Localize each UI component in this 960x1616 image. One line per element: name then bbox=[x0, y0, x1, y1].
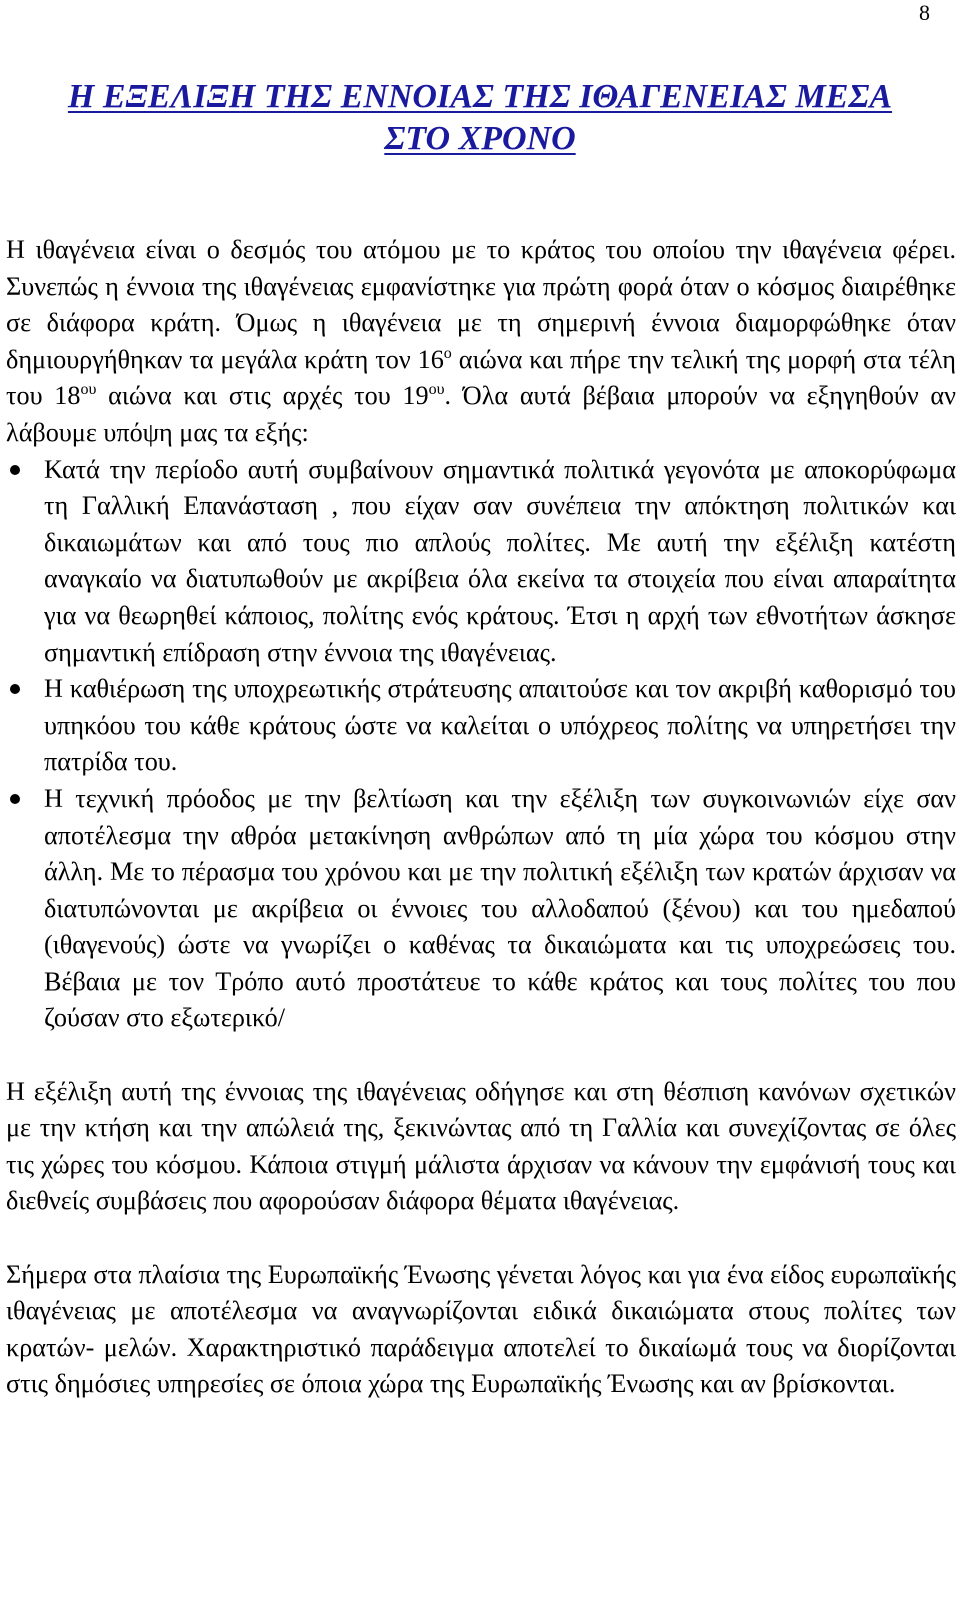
title-line-1: Η ΕΞΕΛΙΞΗ ΤΗΣ ΕΝΝΟΙΑΣ ΤΗΣ ΙΘΑΓΕΝΕΙΑΣ ΜΕΣΑ bbox=[67, 78, 893, 115]
intro-text-1: Η ιθαγένεια είναι ο δεσμός του ατόμου με το κράτος του οποίου την ιθαγένεια φέρει. Συνεπώς η έννοια της ιθαγένειας εμφανίστηκε για πρώτη φορά όταν ο κόσμος διαιρέθηκε σε διάφορα κράτη. Όμως η ιθαγένεια με τη σημερινή έννοια διαμορφώθηκε όταν δημιουργήθηκαν τα μεγάλα κράτη τον 16 bbox=[6, 235, 956, 374]
intro-text-2: αιώνα και πήρε την τελική της μορφή στα τέλη του 18 bbox=[6, 344, 957, 411]
paragraph-spacer bbox=[6, 1220, 956, 1257]
intro-paragraph bbox=[6, 232, 956, 452]
paragraph-spacer bbox=[6, 1037, 956, 1074]
bullet-item-technical-progress: Η τεχνική πρόοδος με την βελτίωση και την εξέλιξη των συγκοινωνιών είχε σαν αποτέλεσμα την αθρόα μετακίνηση ανθρώπων από τη μία χώρα του κόσμου στην άλλη. Με το πέρασμα του χρόνου και με την πολιτική εξέλιξη των κρατών άρχισαν να διατυπώνονται με ακρίβεια οι έννοιες του αλλοδαπού (ξένου) και του ημεδαπού (ιθαγενούς) ώστε να γνωρίζει ο καθένας τα δικαιώματα και τις υποχρεώσεις του. Βέβαια με τον Τρόπο αυτό προστάτευε το κάθε κράτος και τους πολίτες του που ζούσαν στο εξωτερικό/ bbox=[6, 781, 956, 1037]
paragraph-european-union: Σήμερα στα πλαίσια της Ευρωπαϊκής Ένωσης γένεται λόγος και για ένα είδος ευρωπαϊκής ιθαγένειας με αποτέλεσμα να αναγνωρίζονται ειδικά δικαιώματα στους πολίτες των κρατών- μελών. Χαρακτηριστικό παράδειγμα αποτελεί το δικαίωμά τους να διορίζονται στις δημόσιες υπηρεσίες σε όποια χώρα της Ευρωπαϊκής Ένωσης και αν βρίσκονται. bbox=[6, 1259, 956, 1399]
bullet-list bbox=[6, 452, 956, 1038]
paragraph-evolution: Η εξέλιξη αυτή της έννοιας της ιθαγένειας οδήγησε και στη θέσπιση κανόνων σχετικών με την κτήση και την απώλειά της, ξεκινώντας από τη Γαλλία και συνεχίζοντας σε όλες τις χώρες του κόσμου. Κάποια στιγμή μάλιστα άρχισαν να κάνουν την εμφάνισή τους και διεθνείς συμβάσεις που αφορούσαν διάφορα θέματα ιθαγένειας. bbox=[6, 1076, 956, 1216]
intro-text-3: αιώνα και στις αρχές του 19 bbox=[96, 381, 429, 411]
page-number: 8 bbox=[919, 0, 930, 25]
document-body bbox=[6, 232, 956, 1403]
intro-superscript-2: ου bbox=[80, 381, 97, 399]
title-line-2: ΣΤΟ ΧΡΟΝΟ bbox=[384, 120, 576, 157]
intro-superscript-1: ο bbox=[443, 344, 452, 362]
document-title bbox=[20, 76, 940, 160]
intro-superscript-3: ου bbox=[428, 381, 445, 399]
intro-text-4: . Όλα αυτά βέβαια μπορούν να εξηγηθούν αν λάβουμε υπόψη μας τα εξής: bbox=[6, 381, 956, 447]
bullet-item-french-revolution: Κατά την περίοδο αυτή συμβαίνουν σημαντικά πολιτικά γεγονότα με αποκορύφωμα τη Γαλλική Επανάσταση , που είχαν σαν συνέπεια την απόκτηση πολιτικών και δικαιωμάτων και από τους πιο απλούς πολίτες. Με αυτή την εξέλιξη κατέστη αναγκαίο να διατυπωθούν με ακρίβεια όλα εκείνα τα στοιχεία που είναι απαραίτητα για να θεωρηθεί κάποιος, πολίτης ενός κράτους. Έτσι η αρχή των εθνοτήτων άσκησε σημαντική επίδραση στην έννοια της ιθαγένειας. bbox=[6, 452, 956, 672]
bullet-item-military-service: Η καθιέρωση της υποχρεωτικής στράτευσης απαιτούσε και τον ακριβή καθορισμό του υπηκόου του κάθε κράτους ώστε να καλείται ο υπόχρεος πολίτης να υπηρετήσει την πατρίδα του. bbox=[6, 671, 956, 781]
